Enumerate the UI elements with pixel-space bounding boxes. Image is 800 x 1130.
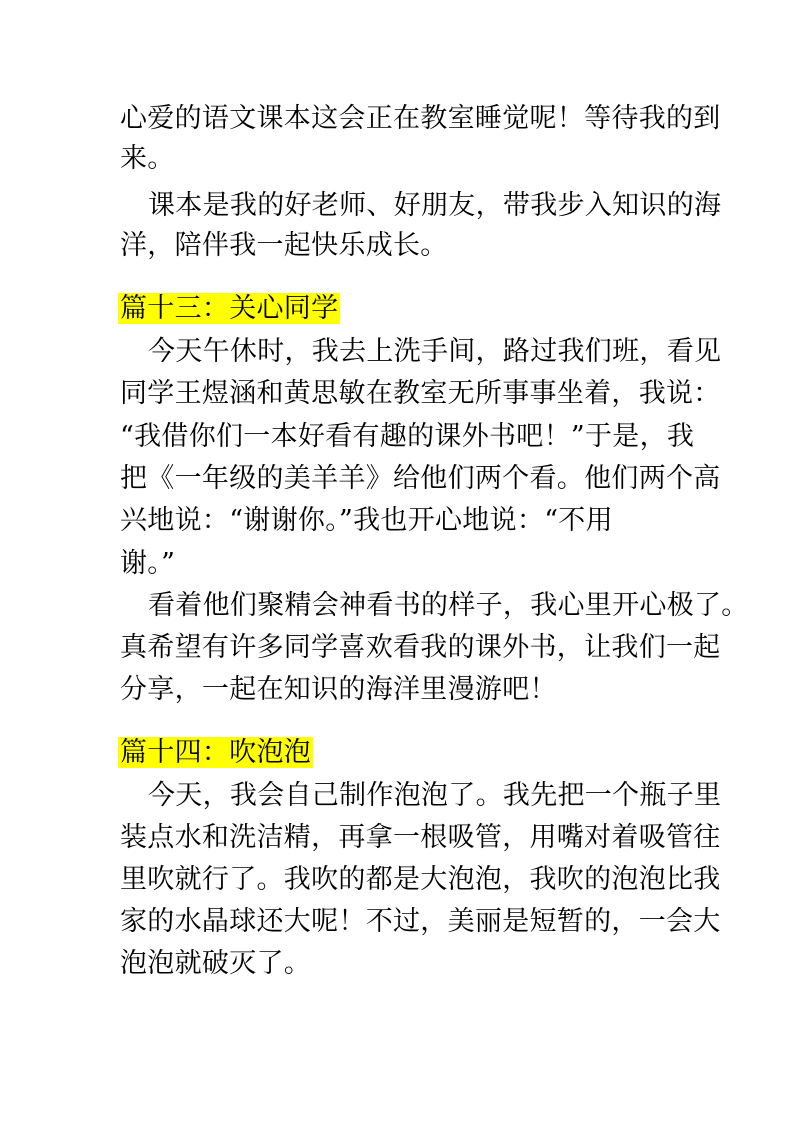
paragraph-line: 今天，我会自己制作泡泡了。我先把一个瓶子里 [148, 780, 722, 811]
section-heading [120, 291, 340, 327]
paragraph-line: 今天午休时，我去上洗手间，路过我们班，看见 [148, 336, 722, 367]
paragraph-line: 同学王煜涵和黄思敏在教室无所事事坐着，我说： [120, 378, 721, 409]
paragraph-line: 谢。” [120, 548, 176, 579]
paragraph-line: 装点水和洗洁精，再拿一根吸管，用嘴对着吸管往 [120, 822, 721, 853]
paragraph-line: 来。 [120, 143, 175, 174]
paragraph-line: 洋，陪伴我一起快乐成长。 [120, 230, 448, 261]
paragraph-line: 心爱的语文课本这会正在教室睡觉呢！等待我的到 [120, 103, 721, 134]
section-13-title: 篇十三：关心同学 [120, 293, 339, 324]
paragraph-line: 里吹就行了。我吹的都是大泡泡，我吹的泡泡比我 [120, 864, 721, 895]
paragraph-line: “我借你们一本好看有趣的课外书吧！”于是，我 [120, 421, 695, 452]
paragraph-line: 分享，一起在知识的海洋里漫游吧！ [120, 674, 557, 705]
paragraph-line: 把《一年级的美羊羊》给他们两个看。他们两个高 [120, 463, 721, 494]
section-heading [120, 735, 313, 771]
paragraph-line: 兴地说：“谢谢你。”我也开心地说：“不用 [120, 505, 613, 536]
paragraph-line: 看着他们聚精会神看书的样子，我心里开心极了。 [148, 590, 749, 621]
section-14-title: 篇十四：吹泡泡 [120, 737, 312, 768]
paragraph-line: 泡泡就破灭了。 [120, 948, 312, 979]
paragraph-line: 课本是我的好老师、好朋友，带我步入知识的海 [148, 190, 722, 221]
paragraph-line: 真希望有许多同学喜欢看我的课外书，让我们一起 [120, 632, 721, 663]
paragraph-line: 家的水晶球还大呢！不过，美丽是短暂的，一会大 [120, 906, 721, 937]
